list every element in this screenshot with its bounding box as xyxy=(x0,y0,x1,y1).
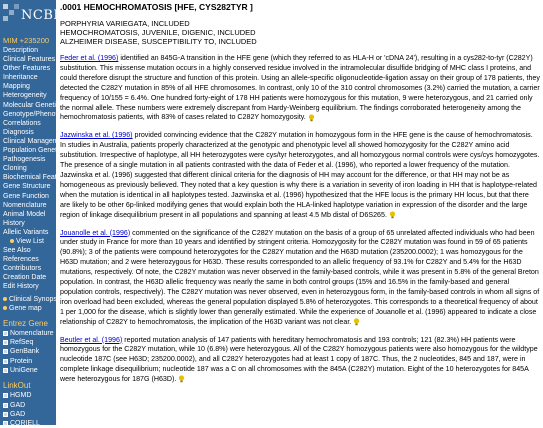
entrez-link[interactable]: UniGene xyxy=(0,366,56,375)
main-content xyxy=(56,0,543,425)
nav-item[interactable]: Pathogenesis xyxy=(3,156,46,164)
reference-link[interactable]: Jazwinska et al. (1996) xyxy=(60,131,133,140)
lightbulb-icon[interactable] xyxy=(308,114,315,122)
text-paragraph xyxy=(60,229,540,328)
paragraph-text: provided convincing evidence that the C282Y mutation in homozygous form in the HFE gene is the cause of hemochromatosis. In studies in Australia, patients properly characterized at the genotypic and phenotypic level all showed homozygosity for the C282Y amino acid substitution. Irrespective of haplotype, all HH heterozygotes were cys/tyr heterozygotes, and all homozygous normal controls were cys/cys homozygotes. The presence of a single mutation in all patients contrasted with the data of Feder et al. (1996), who reported a lower frequency of the mutation. Jazwinska et al. (1996) suggested that different clinical criteria for the diagnosis of HH may account for the difference, or that HH may not be as homogeneous as previously believed. They noted that a key question is why there is a variation in severity of iron loading in HH that is haplotype-related when the mutation is identical in all haplotypes tested. Jazwinska et al. (1996) hypothesized that the HFE locus is the primary HH locus, but that there are likely to be other 6p-linked modifying genes that would explain both the HLA-linked haplotype variation in expression of the disorder and the large region of linkage disequilibrium present in all populations and spanning at least 4.5 Mb distal of D6S265. xyxy=(60,131,540,219)
bullet-icon xyxy=(3,297,7,301)
text-paragraph xyxy=(60,131,540,220)
nav-item[interactable]: Biochemical Features xyxy=(3,174,71,182)
nav-item[interactable]: Population Genetics xyxy=(3,147,66,155)
linkout-link[interactable]: CORIELL xyxy=(0,419,56,428)
nav-item[interactable]: Description xyxy=(3,47,39,54)
paragraph-text: reported mutation analysis of 147 patients with hereditary hemochromatosis and 193 controls; 121 (82.3%) HH patients were homozygous for the C282Y mutation, while 10 (6.8%) were heterozygous. All of the C282Y homozygous patients were also homozygous for the wildtype nucleotide 187C (see H63D; 235200.0002), and all C282Y heterozygotes had at least 1 copy of 187C. Thus, the 2 nucleotides, 845 and 187, were in complete linkage disequilibrium; nucleotide 187 was a C on all chromosomes with the 845A (C282Y) mutation. Eight of the 10 heterozygotes for 845A were heterozygous for 187G (H63D). xyxy=(60,335,538,384)
lightbulb-icon[interactable] xyxy=(178,375,185,383)
logo-square-icon xyxy=(3,16,8,21)
linkout-link[interactable]: GAD xyxy=(0,410,56,419)
reference-link[interactable]: Jouanolle et al. (1996) xyxy=(60,228,131,237)
nav-item[interactable]: Diagnosis xyxy=(3,128,34,136)
linkout-title: LinkOut xyxy=(3,381,31,391)
nav-item[interactable]: Gene Function xyxy=(3,192,49,200)
nav-item[interactable]: Correlations xyxy=(3,119,41,127)
nav-item[interactable]: Genotype/Phenotype xyxy=(3,110,69,118)
nav-item[interactable]: Inheritance xyxy=(3,74,38,82)
section-nav xyxy=(0,46,71,313)
bullet-icon xyxy=(10,239,14,243)
alt-title: ALZHEIMER DISEASE, SUSCEPTIBILITY TO, INCLUDED xyxy=(60,37,257,46)
logo-square-icon xyxy=(9,10,14,15)
linkout-links xyxy=(0,391,56,428)
nav-item[interactable]: Allelic Variants xyxy=(3,228,49,236)
reference-link[interactable]: Beutler et al. (1996) xyxy=(60,335,123,344)
text-paragraph xyxy=(60,54,540,123)
logo-square-icon xyxy=(14,4,19,9)
checkbox-icon xyxy=(3,393,8,398)
entrez-links xyxy=(0,329,56,375)
nav-item[interactable]: Creation Date xyxy=(3,274,47,282)
nav-item[interactable]: Other Features xyxy=(3,65,51,73)
nav-item[interactable]: Edit History xyxy=(3,283,39,291)
entrez-gene-title: Entrez Gene xyxy=(3,318,48,328)
ncbi-logo[interactable] xyxy=(0,0,60,32)
paragraph-text: commented on the significance of the C282Y mutation on the basis of a group of 65 unrelated affected individuals who had been under study in France for more than 10 years and identified by stringent criteria. Homozygosity for the C282Y mutation was found in 59 of 65 patients (90.8%); 3 of the patients were compound heterozygotes for the C282Y mutation and the H63D mutation (235200.0002); 1 was homozygous for the H63D mutation; and 2 were heterozygous for H63D. These results corresponded to an allelic frequency of 93.1% for C282Y and 5.4% for the H63D mutations, respectively. Of note, the C282Y mutation was never observed in the family-based controls, while it was present in 5.8% of the general Breton population. In contrast, the H63D allelic frequency was nearly the same in both control groups (15% and 16.5% in the family-based and general population controls, respectively). The C282Y mutation was never observed, even in heterozygous form, in the family-based controls in whom all signs of iron overload had been excluded, whereas the general population displayed 5.8% of heterozygotes. This corresponds to a theoretical frequency of about 1 per 1,000 for the disease, which is slightly lower than generally estimated. While the experience of Jouanolle et al. (1996) appeared to indicate a close relationship of C282Y to hemochromatosis, the implication of the H63D variant was not clear. xyxy=(60,228,540,326)
nav-item[interactable]: Clinical Features xyxy=(3,56,56,64)
lightbulb-icon[interactable] xyxy=(389,211,396,219)
nav-item[interactable]: Animal Model xyxy=(3,210,46,218)
paragraph-text: identified an 845G-A transition in the HFE gene (which they referred to as HLA-H or 'cDNA 24'), resulting in a cys282-to-tyr (C282Y) substitution. This missense mutation occurs in a highly conserved residue involved in the intramolecular disulfide bridging of MHC class I proteins, and could therefore disrupt the structure and function of this protein. Using an allele-specific oligonucleotide-ligation assay on their group of 178 patients, they detected the C282Y mutation in 85% of all HFE chromosomes. In contrast, only 10 of the 310 control chromosomes (3.2%) carried the mutation, a carrier frequency of 10/155 = 6.4%. One hundred forty-eight of 178 HH patients were homozygous for this mutation, 9 were heterozygous, and 21 carried only the normal allele. These numbers were extremely discrepant from Hardy-Weinberg equilibrium. The findings corroborated heterogeneity among the hemochromatosis patients, with 83% of cases related to C282Y homozygosity. xyxy=(60,54,540,122)
checkbox-icon xyxy=(3,349,8,354)
checkbox-icon xyxy=(3,359,8,364)
checkbox-icon xyxy=(3,331,8,336)
ncbi-logo-text: NCBI xyxy=(21,8,60,23)
entrez-link[interactable]: GenBank xyxy=(0,347,56,356)
nav-item[interactable]: See Also xyxy=(3,247,31,255)
entrez-link[interactable]: RefSeq xyxy=(0,338,56,347)
checkbox-icon xyxy=(3,340,8,345)
entrez-link[interactable]: Protein xyxy=(0,357,56,366)
linkout-link[interactable]: HGMD xyxy=(0,391,56,400)
gene-map-link[interactable]: Gene map xyxy=(0,304,56,313)
allelic-variant-title: .0001 HEMOCHROMATOSIS [HFE, CYS282TYR ] xyxy=(60,1,253,12)
clinical-synopsis-link[interactable]: Clinical Synopsis xyxy=(0,295,56,304)
text-paragraph xyxy=(60,336,540,386)
logo-square-icon xyxy=(3,4,8,9)
nav-item[interactable]: Gene Structure xyxy=(3,183,51,191)
mim-number: MIM +235200 xyxy=(3,36,50,45)
nav-item[interactable]: Molecular Genetics xyxy=(3,101,63,109)
linkout-link[interactable]: GAD xyxy=(0,401,56,410)
entrez-link[interactable]: Nomenclature xyxy=(0,329,56,338)
nav-item[interactable]: Mapping xyxy=(3,83,30,91)
nav-item[interactable]: Cloning xyxy=(3,165,27,173)
reference-link[interactable]: Feder et al. (1996) xyxy=(60,54,119,62)
bullet-icon xyxy=(3,306,7,310)
nav-item[interactable]: Nomenclature xyxy=(3,201,47,209)
nav-item[interactable]: References xyxy=(3,256,39,264)
checkbox-icon xyxy=(3,412,8,417)
lightbulb-icon[interactable] xyxy=(353,318,360,326)
nav-item[interactable]: Contributors xyxy=(3,265,42,273)
nav-item[interactable]: Heterogeneity xyxy=(3,92,47,100)
checkbox-icon xyxy=(3,368,8,373)
checkbox-icon xyxy=(3,421,8,426)
checkbox-icon xyxy=(3,403,8,408)
alt-title: PORPHYRIA VARIEGATA, INCLUDED xyxy=(60,19,190,28)
nav-item[interactable]: Clinical Management xyxy=(3,137,69,145)
alternative-titles xyxy=(60,19,543,46)
view-list-link[interactable]: View List xyxy=(0,237,56,246)
alt-title: HEMOCHROMATOSIS, JUVENILE, DIGENIC, INCLUDED xyxy=(60,28,256,37)
nav-item[interactable]: History xyxy=(3,219,25,227)
sidebar xyxy=(0,0,71,428)
